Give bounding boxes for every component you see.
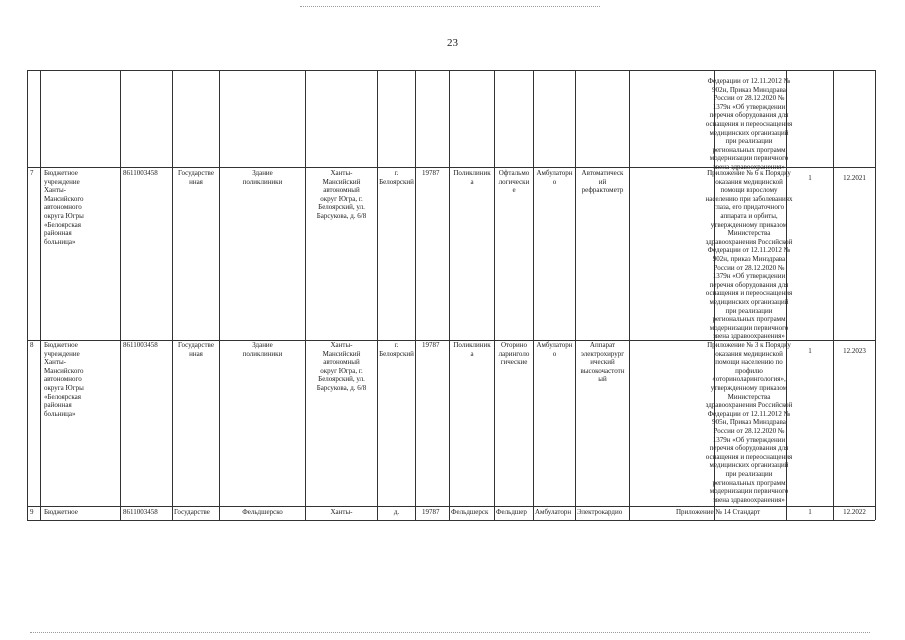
delivery-date: 12.2022 bbox=[843, 508, 866, 516]
equipment-name: Электрокардио bbox=[577, 508, 623, 516]
quantity: 1 bbox=[808, 347, 812, 355]
index-code: 19787 bbox=[422, 508, 440, 516]
inn: 8611003458 bbox=[123, 341, 158, 349]
address: Ханты- bbox=[330, 508, 353, 516]
locality: г. Белоярский bbox=[379, 341, 414, 358]
building: Здание поликлиники bbox=[242, 169, 283, 186]
medical-profile: Офтальмо логически е bbox=[498, 169, 530, 195]
delivery-date: 12.2021 bbox=[843, 174, 866, 182]
scan-artifact-top bbox=[300, 6, 600, 7]
medical-profile: Фельдшер bbox=[496, 508, 527, 516]
index-code: 19787 bbox=[422, 341, 440, 349]
inn: 8611003458 bbox=[123, 169, 158, 177]
locality: г. Белоярский bbox=[379, 169, 414, 186]
care-condition: Амбулаторн о bbox=[536, 341, 573, 358]
care-condition: Амбулаторн о bbox=[536, 169, 573, 186]
locality: д. bbox=[393, 508, 400, 516]
index-code: 19787 bbox=[422, 169, 440, 177]
ownership-form: Государстве bbox=[174, 508, 210, 516]
organization-name: Бюджетное учреждение Ханты- Мансийского автономного округа Югры «Белоярская районная больница» bbox=[44, 341, 84, 418]
equipment-name: Аппарат электрохирург ический высокочастотн ый bbox=[580, 341, 625, 384]
address: Ханты- Мансийский автономный округ Югра, г. Белоярский, ул. Барсукова, д. 6/8 bbox=[316, 341, 367, 392]
quantity: 1 bbox=[808, 508, 812, 516]
subdivision: Фельдшерск bbox=[451, 508, 489, 516]
building: Здание поликлиники bbox=[242, 341, 283, 358]
inn: 8611003458 bbox=[123, 508, 158, 516]
row-number: 7 bbox=[30, 169, 34, 177]
quantity: 1 bbox=[808, 174, 812, 182]
address: Ханты- Мансийский автономный округ Югра, г. Белоярский, ул. Барсукова, д. 6/8 bbox=[316, 169, 367, 220]
medical-profile: Оторино ларинголо гические bbox=[498, 341, 530, 367]
page-number: 23 bbox=[447, 37, 458, 49]
equipment-name: Автоматическ ий рефрактометр bbox=[581, 169, 624, 195]
regulation-text: Приложение № 6 к Порядку оказания медицинской помощи взрослому населению при заболеваниях глаза, его придаточного аппарата и орбиты, утвержденному приказом Министерства здравоохранения Российской Федерации от 12.11.2012 № 902н, приказ Минздрава России от 28.12.2020 № 1379н «Об утверждении перечня оборудования для оснащения и переоснащения медицинских организаций при реализации региональных программ модернизации первичного звена здравоохранения» bbox=[705, 169, 793, 341]
cont-regulation-text: Федерации от 12.11.2012 № 902н, Приказ Минздрава России от 28.12.2020 № 1379н «Об утверждении перечня оборудования для оснащения и переоснащения медицинских организаций при реализации региональных программ модернизации первичного звена здравоохранения» bbox=[705, 77, 793, 171]
equipment-table bbox=[27, 70, 875, 520]
subdivision: Поликлиник а bbox=[453, 169, 491, 186]
organization-name: Бюджетное bbox=[44, 508, 78, 516]
regulation-text: Приложение № 14 Стандарт bbox=[676, 508, 761, 516]
subdivision: Поликлиник а bbox=[453, 341, 491, 358]
care-condition: Амбулаторн bbox=[535, 508, 572, 516]
row-number: 9 bbox=[30, 508, 34, 516]
ownership-form: Государстве нная bbox=[178, 341, 214, 358]
delivery-date: 12.2023 bbox=[843, 347, 866, 355]
ownership-form: Государстве нная bbox=[178, 169, 214, 186]
building: Фельдшерско bbox=[242, 508, 283, 516]
organization-name: Бюджетное учреждение Ханты- Мансийского автономного округа Югры «Белоярская районная больница» bbox=[44, 169, 84, 246]
row-number: 8 bbox=[30, 341, 34, 349]
scan-artifact-bottom bbox=[30, 632, 870, 633]
regulation-text: Приложение № 3 к Порядку оказания медицинской помощи населению по профилю «оториноларингология», утвержденному приказом Министерства здравоохранения Российской Федерации от 12.11.2012 № 905н, Приказ Минздрава России от 28.12.2020 № 1379н «Об утверждении перечня оборудования для оснащения и переоснащения медицинских организаций при реализации региональных программ модернизации первичного звена здравоохранения» bbox=[705, 341, 793, 504]
